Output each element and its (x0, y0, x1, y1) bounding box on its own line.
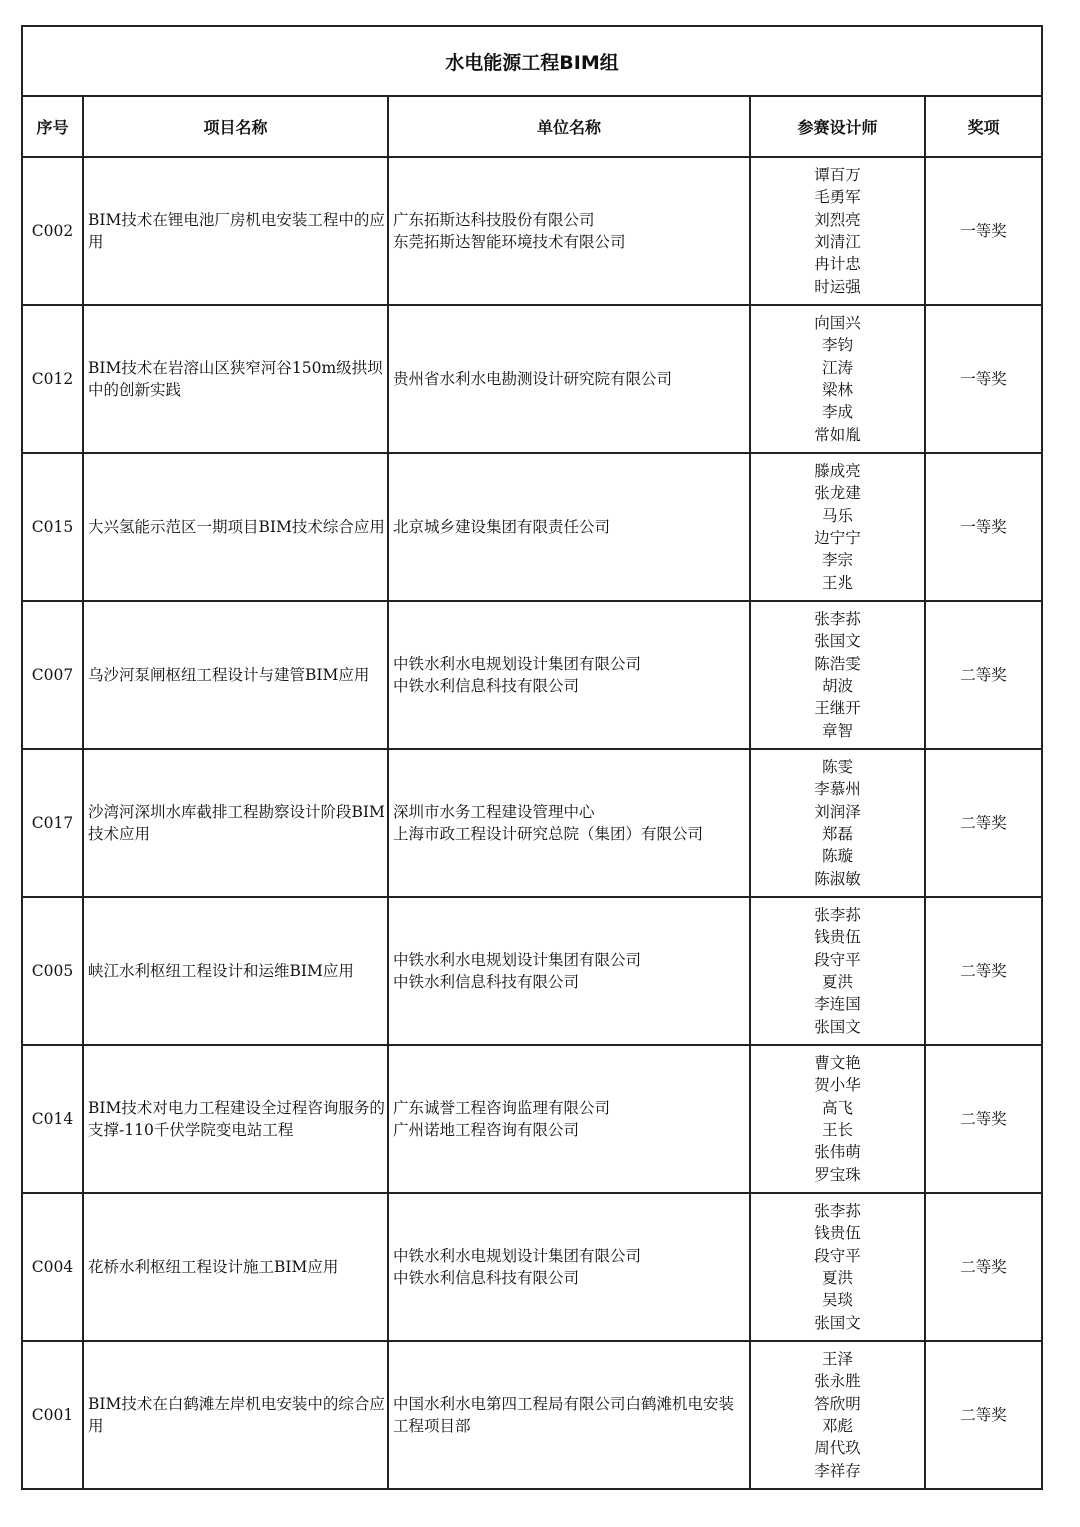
designer-name: 王长 (821, 1121, 853, 1139)
row-project: BIM技术在岩溶山区狭窄河谷150m级拱坝中的创新实践 (83, 305, 388, 453)
row-unit (388, 601, 750, 749)
designer-name: 钱贵伍 (814, 1224, 861, 1243)
unit-name: 中铁水利水电规划设计集团有限公司 (393, 1247, 642, 1265)
designer-name: 答欣明 (814, 1394, 861, 1413)
designer-name: 张李荪 (814, 609, 861, 628)
unit-name: 中铁水利水电规划设计集团有限公司 (393, 655, 642, 673)
row-designers (750, 1193, 925, 1341)
designer-name: 段守平 (814, 950, 861, 969)
designer-name: 冉计忠 (814, 255, 861, 274)
row-project: 沙湾河深圳水库截排工程勘察设计阶段BIM技术应用 (83, 749, 388, 897)
designer-name: 梁林 (821, 381, 853, 399)
designer-name: 钱贵伍 (814, 928, 861, 947)
row-id: C005 (22, 897, 83, 1045)
unit-name: 中国水利水电第四工程局有限公司白鹤滩机电安装工程项目部 (393, 1395, 735, 1435)
award-table (21, 25, 1043, 1490)
row-award: 二等奖 (925, 1045, 1042, 1193)
designer-name: 刘烈亮 (814, 210, 861, 229)
designer-name: 向国兴 (814, 313, 861, 332)
designer-name: 滕成亮 (814, 461, 861, 480)
designer-name: 陈璇 (821, 847, 853, 866)
row-designers (750, 601, 925, 749)
designer-name: 陈雯 (821, 757, 853, 776)
designer-name: 夏洪 (821, 1269, 853, 1287)
row-id: C012 (22, 305, 83, 453)
designer-name: 时运强 (814, 277, 861, 296)
table-title: 水电能源工程BIM组 (22, 26, 1042, 96)
row-id: C001 (22, 1341, 83, 1489)
table-row (22, 1193, 1042, 1341)
unit-name: 广东诚誉工程咨询监理有限公司 (393, 1099, 611, 1117)
row-designers (750, 897, 925, 1045)
table-row (22, 1341, 1042, 1489)
table-row (22, 601, 1042, 749)
row-award: 二等奖 (925, 897, 1042, 1045)
row-project: 峡江水利枢纽工程设计和运维BIM应用 (83, 897, 388, 1045)
table-row (22, 453, 1042, 601)
row-unit (388, 749, 750, 897)
unit-name: 东莞拓斯达智能环境技术有限公司 (393, 233, 626, 251)
unit-name: 中铁水利信息科技有限公司 (393, 677, 580, 695)
designer-name: 李连国 (814, 995, 861, 1014)
designer-name: 谭百万 (814, 165, 861, 184)
header-project: 项目名称 (83, 96, 388, 157)
header-award: 奖项 (925, 96, 1042, 157)
designer-name: 张李荪 (814, 905, 861, 924)
unit-name: 中铁水利信息科技有限公司 (393, 1269, 580, 1287)
table-row (22, 157, 1042, 305)
row-unit (388, 157, 750, 305)
row-designers (750, 305, 925, 453)
header-unit: 单位名称 (388, 96, 750, 157)
row-award: 二等奖 (925, 749, 1042, 897)
row-project: 大兴氢能示范区一期项目BIM技术综合应用 (83, 453, 388, 601)
row-project: 乌沙河泵闸枢纽工程设计与建管BIM应用 (83, 601, 388, 749)
row-award: 一等奖 (925, 157, 1042, 305)
designer-name: 张李荪 (814, 1201, 861, 1220)
unit-name: 中铁水利水电规划设计集团有限公司 (393, 951, 642, 969)
designer-name: 张伟萌 (814, 1143, 861, 1162)
table-row (22, 749, 1042, 897)
row-award: 一等奖 (925, 305, 1042, 453)
row-award: 一等奖 (925, 453, 1042, 601)
unit-name: 上海市政工程设计研究总院（集团）有限公司 (393, 825, 704, 843)
designer-name: 陈淑敏 (814, 869, 861, 888)
row-unit (388, 1193, 750, 1341)
row-id: C004 (22, 1193, 83, 1341)
designer-name: 郑磊 (821, 825, 853, 843)
designer-name: 段守平 (814, 1246, 861, 1265)
unit-name: 贵州省水利水电勘测设计研究院有限公司 (393, 370, 673, 388)
table-row (22, 1045, 1042, 1193)
designer-name: 贺小华 (814, 1076, 861, 1095)
row-designers (750, 157, 925, 305)
table-row (22, 897, 1042, 1045)
designer-name: 刘润泽 (814, 802, 861, 821)
designer-name: 邓彪 (821, 1417, 853, 1435)
row-id: C017 (22, 749, 83, 897)
row-unit (388, 897, 750, 1045)
designer-name: 李祥存 (814, 1461, 861, 1480)
row-project: BIM技术对电力工程建设全过程咨询服务的支撑-110千伏学院变电站工程 (83, 1045, 388, 1193)
row-designers (750, 453, 925, 601)
row-project: BIM技术在锂电池厂房机电安装工程中的应用 (83, 157, 388, 305)
row-award: 二等奖 (925, 1341, 1042, 1489)
designer-name: 吴琰 (821, 1291, 853, 1310)
row-designers (750, 1341, 925, 1489)
designer-name: 刘清江 (814, 233, 861, 251)
designer-name: 江涛 (821, 358, 853, 377)
designer-name: 王继开 (814, 699, 861, 718)
designer-name: 张龙建 (814, 484, 861, 503)
designer-name: 张国文 (814, 632, 861, 651)
row-id: C014 (22, 1045, 83, 1193)
header-row (22, 96, 1042, 157)
row-award: 二等奖 (925, 1193, 1042, 1341)
designer-name: 边宁宁 (814, 529, 861, 547)
row-award: 二等奖 (925, 601, 1042, 749)
row-id: C007 (22, 601, 83, 749)
designer-name: 章智 (821, 721, 853, 740)
designer-name: 马乐 (821, 506, 853, 525)
designer-name: 周代玖 (814, 1439, 861, 1458)
unit-name: 中铁水利信息科技有限公司 (393, 973, 580, 991)
designer-name: 张国文 (814, 1017, 861, 1036)
row-unit (388, 1045, 750, 1193)
header-id: 序号 (22, 96, 83, 157)
designer-name: 李成 (821, 403, 853, 422)
row-id: C015 (22, 453, 83, 601)
designer-name: 曹文艳 (814, 1053, 861, 1072)
row-unit (388, 1341, 750, 1489)
designer-name: 张永胜 (814, 1372, 861, 1391)
designer-name: 李宗 (821, 551, 853, 570)
designer-name: 张国文 (814, 1313, 861, 1332)
row-designers (750, 1045, 925, 1193)
designer-name: 胡波 (821, 677, 853, 695)
unit-name: 北京城乡建设集团有限责任公司 (393, 518, 611, 536)
row-id: C002 (22, 157, 83, 305)
designer-name: 罗宝珠 (814, 1165, 861, 1184)
designer-name: 高飞 (821, 1098, 853, 1117)
designer-name: 李钧 (821, 336, 853, 355)
header-designers: 参赛设计师 (750, 96, 925, 157)
row-unit (388, 453, 750, 601)
designer-name: 陈浩雯 (814, 654, 861, 673)
unit-name: 广东拓斯达科技股份有限公司 (393, 211, 595, 229)
designer-name: 夏洪 (821, 973, 853, 991)
table-row (22, 305, 1042, 453)
row-project: 花桥水利枢纽工程设计施工BIM应用 (83, 1193, 388, 1341)
row-unit (388, 305, 750, 453)
row-designers (750, 749, 925, 897)
designer-name: 王泽 (821, 1349, 853, 1368)
unit-name: 广州诺地工程咨询有限公司 (393, 1121, 580, 1139)
designer-name: 王兆 (821, 573, 853, 592)
unit-name: 深圳市水务工程建设管理中心 (393, 803, 595, 821)
designer-name: 常如胤 (814, 425, 861, 444)
designer-name: 李慕州 (814, 780, 861, 799)
row-project: BIM技术在白鹤滩左岸机电安装中的综合应用 (83, 1341, 388, 1489)
designer-name: 毛勇军 (814, 188, 861, 207)
